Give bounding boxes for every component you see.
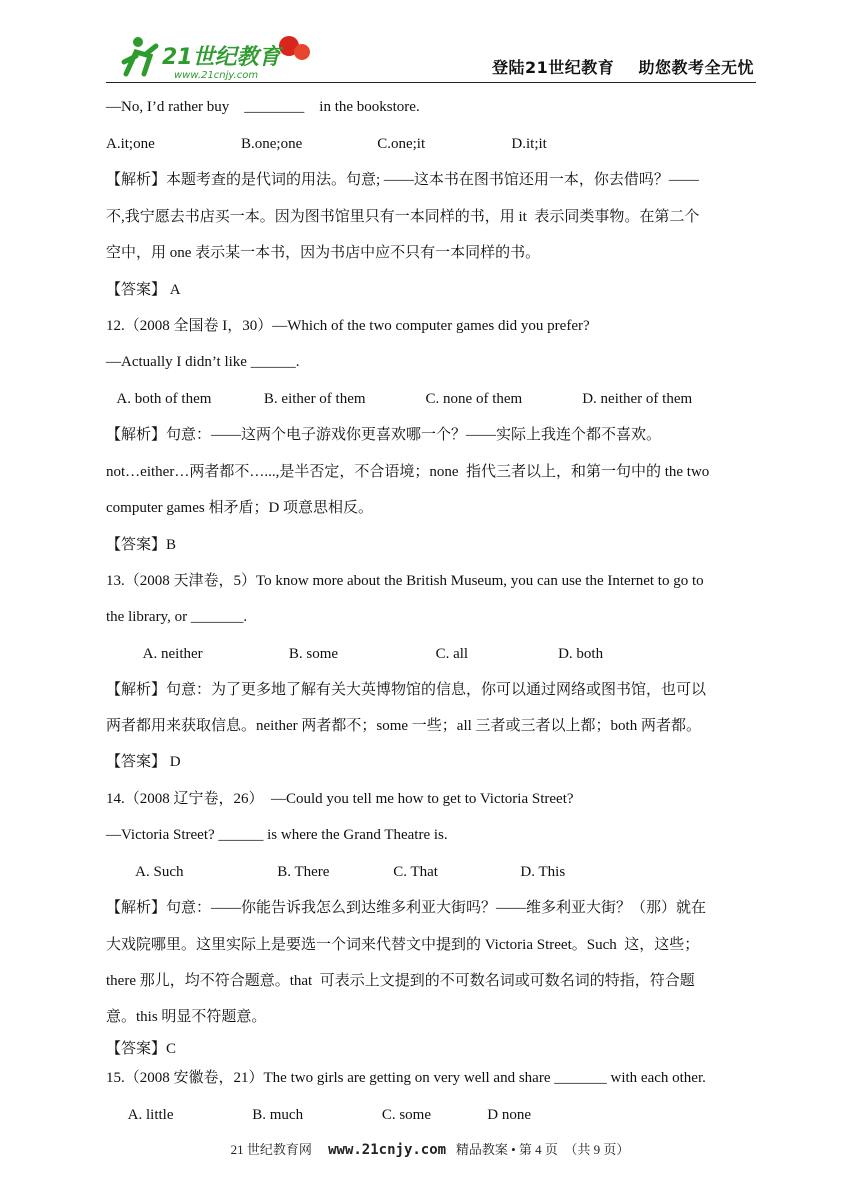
text-line: —Actually I didn’t like ______. [106,354,300,370]
page-footer [0,1139,860,1158]
header-slogan: 登陆21世纪教育 助您教考全无忧 [491,58,754,77]
text-line: 【答案】 A [106,282,181,298]
logo-url: www.21cnjy.com [174,70,259,80]
text-line: 【答案】 D [106,754,181,770]
text-line: 【解析】句意：——你能告诉我怎么到达维多利亚大街吗？——维多利亚大街？（那）就在 [106,900,707,916]
text-line: A.it;one B.one;one C.one;it D.it;it [106,136,547,152]
text-line: computer games 相矛盾；D 项意思相反。 [106,500,374,516]
text-line: —Victoria Street? ______ is where the Grand Theatre is. [106,827,448,843]
text-line: 两者都用来获取信息。neither 两者都不；some 一些；all 三者或三者以上都；both 两者都。 [106,718,701,734]
logo-text: 21世纪教育 [162,45,281,70]
text-line: A. neither B. some C. all D. both [106,646,604,662]
text-line: 空中，用 one 表示某一本书，因为书店中应不只有一本同样的书。 [106,245,541,261]
footer-page-info: 精品教案 • 第 4 页 （共 9 页） [455,1142,630,1157]
text-line: A. both of them B. either of them C. none of them D. neither of them [106,391,693,407]
site-logo [116,34,316,80]
text-line: 【答案】B [106,537,177,553]
text-line: not…either…两者都不…...,是半否定，不合语境；none 指代三者以上，和第一句中的 the two [106,464,710,480]
text-line: 不,我宁愿去书店买一本。因为图书馆里只有一本同样的书，用 it 表示同类事物。在第二个 [106,209,700,225]
text-line: 12.（2008 全国卷 I，30）—Which of the two computer games did you prefer? [106,318,590,334]
footer-url: www.21cnjy.com [328,1142,447,1158]
text-line: 【解析】本题考查的是代词的用法。句意; ——这本书在图书馆还用一本，你去借吗？—— [106,172,699,188]
text-line: 【答案】C [106,1041,177,1057]
page-header [106,30,756,83]
text-line: 【解析】句意：为了更多地了解有关大英博物馆的信息，你可以通过网络或图书馆，也可以 [106,682,707,698]
text-line: the library, or _______. [106,609,248,625]
text-line: —No, I’d rather buy ________ in the bookstore. [106,99,420,115]
text-line: 15.（2008 安徽卷，21）The two girls are getting on very well and share _______ with each other. [106,1070,706,1086]
text-line: 14.（2008 辽宁卷，26） —Could you tell me how to get to Victoria Street? [106,791,574,807]
text-line: A. Such B. There C. That D. This [106,864,566,880]
text-line: there 那儿，均不符合题意。that 可表示上文提到的不可数名词或可数名词的特指，符合题 [106,973,695,989]
text-line: A. little B. much C. some D none [106,1107,531,1123]
footer-site-name: 21 世纪教育网 [230,1142,312,1157]
text-line: 【解析】句意：——这两个电子游戏你更喜欢哪一个？——实际上我连个都不喜欢。 [106,427,662,443]
text-line: 13.（2008 天津卷，5）To know more about the British Museum, you can use the Internet to go to [106,573,704,589]
text-line: 意。this 明显不符题意。 [106,1009,267,1025]
text-line: 大戏院哪里。这里实际上是要选一个词来代替文中提到的 Victoria Street。Such 这，这些； [106,937,700,953]
